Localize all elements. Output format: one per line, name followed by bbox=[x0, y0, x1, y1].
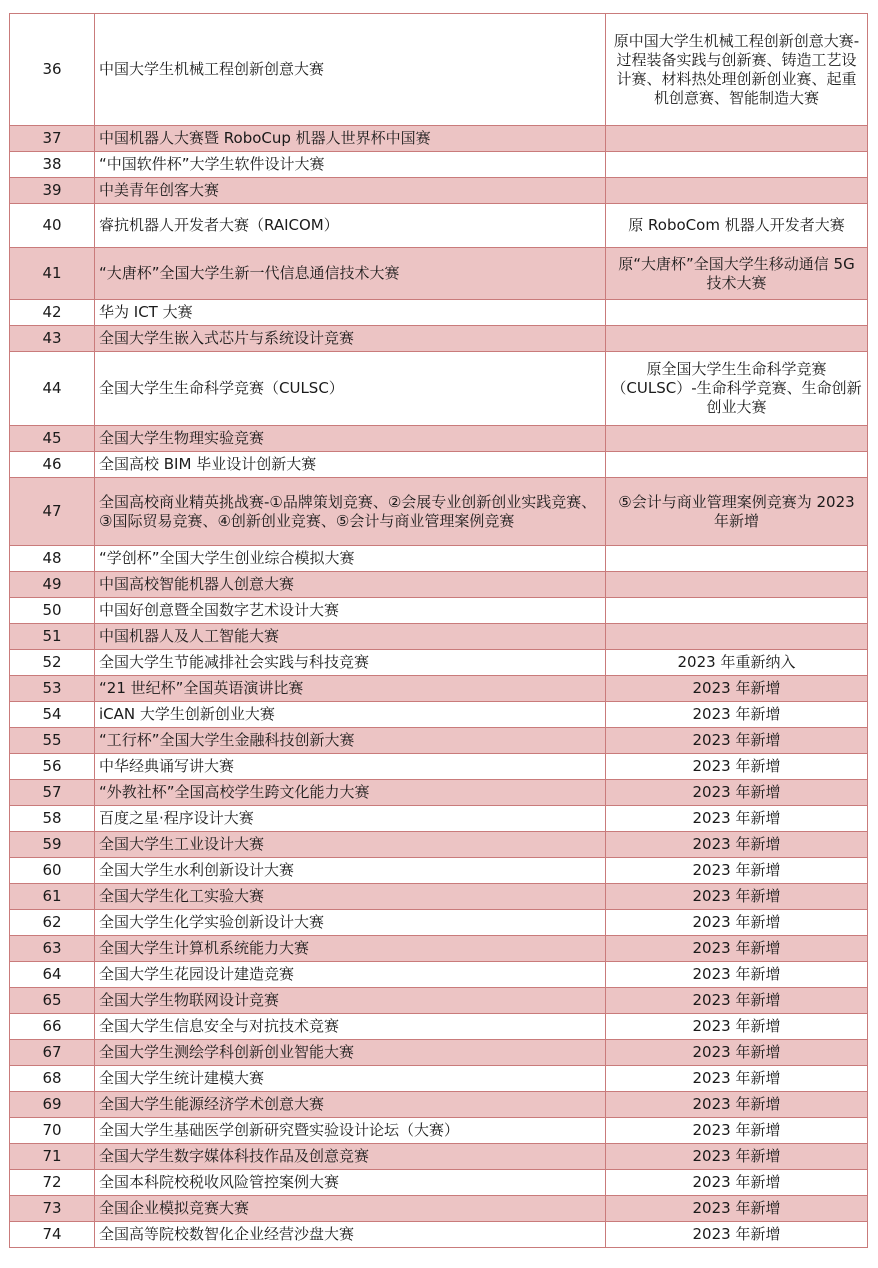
competition-note: 2023 年新增 bbox=[606, 728, 868, 754]
row-number: 49 bbox=[10, 572, 95, 598]
table-row bbox=[10, 352, 868, 426]
row-number: 52 bbox=[10, 650, 95, 676]
table-row bbox=[10, 14, 868, 126]
row-number: 41 bbox=[10, 248, 95, 300]
competition-name: 全国大学生嵌入式芯片与系统设计竞赛 bbox=[95, 326, 606, 352]
competition-note: 原 RoboCom 机器人开发者大赛 bbox=[606, 204, 868, 248]
table-row bbox=[10, 598, 868, 624]
competition-name: 全国大学生物理实验竞赛 bbox=[95, 426, 606, 452]
competition-note: ⑤会计与商业管理案例竞赛为 2023 年新增 bbox=[606, 478, 868, 546]
row-number: 72 bbox=[10, 1170, 95, 1196]
table-row bbox=[10, 988, 868, 1014]
table-row bbox=[10, 650, 868, 676]
competition-name: 全国大学生能源经济学术创意大赛 bbox=[95, 1092, 606, 1118]
row-number: 48 bbox=[10, 546, 95, 572]
table-row bbox=[10, 572, 868, 598]
competition-name: 睿抗机器人开发者大赛（RAICOM） bbox=[95, 204, 606, 248]
table-row bbox=[10, 832, 868, 858]
competition-name: 全国高校 BIM 毕业设计创新大赛 bbox=[95, 452, 606, 478]
table-row bbox=[10, 1092, 868, 1118]
competition-name: 全国大学生生命科学竞赛（CULSC） bbox=[95, 352, 606, 426]
competition-note: 2023 年新增 bbox=[606, 1118, 868, 1144]
table-row bbox=[10, 1196, 868, 1222]
row-number: 74 bbox=[10, 1222, 95, 1248]
competition-name: 中国机器人大赛暨 RoboCup 机器人世界杯中国赛 bbox=[95, 126, 606, 152]
competition-name: 全国大学生计算机系统能力大赛 bbox=[95, 936, 606, 962]
table-row bbox=[10, 1118, 868, 1144]
competition-note: 2023 年新增 bbox=[606, 1144, 868, 1170]
row-number: 56 bbox=[10, 754, 95, 780]
table-row bbox=[10, 1066, 868, 1092]
table-row bbox=[10, 910, 868, 936]
competition-name: 全国大学生化工实验大赛 bbox=[95, 884, 606, 910]
row-number: 59 bbox=[10, 832, 95, 858]
row-number: 57 bbox=[10, 780, 95, 806]
table-row bbox=[10, 1170, 868, 1196]
competition-note bbox=[606, 126, 868, 152]
competition-note: 2023 年新增 bbox=[606, 962, 868, 988]
competition-name: 全国大学生化学实验创新设计大赛 bbox=[95, 910, 606, 936]
competition-note: 2023 年新增 bbox=[606, 1196, 868, 1222]
competition-name: 全国高等院校数智化企业经营沙盘大赛 bbox=[95, 1222, 606, 1248]
competition-note bbox=[606, 152, 868, 178]
competition-table-body bbox=[10, 14, 868, 1248]
competition-name: 中美青年创客大赛 bbox=[95, 178, 606, 204]
competition-note bbox=[606, 326, 868, 352]
table-row bbox=[10, 426, 868, 452]
table-row bbox=[10, 452, 868, 478]
table-row bbox=[10, 1040, 868, 1066]
competition-note: 2023 年新增 bbox=[606, 1066, 868, 1092]
competition-name: 全国大学生基础医学创新研究暨实验设计论坛（大赛） bbox=[95, 1118, 606, 1144]
row-number: 70 bbox=[10, 1118, 95, 1144]
table-row bbox=[10, 248, 868, 300]
competition-name: iCAN 大学生创新创业大赛 bbox=[95, 702, 606, 728]
row-number: 45 bbox=[10, 426, 95, 452]
table-row bbox=[10, 676, 868, 702]
table-row bbox=[10, 326, 868, 352]
competition-name: “外教社杯”全国高校学生跨文化能力大赛 bbox=[95, 780, 606, 806]
row-number: 50 bbox=[10, 598, 95, 624]
row-number: 39 bbox=[10, 178, 95, 204]
competition-name: 全国大学生花园设计建造竞赛 bbox=[95, 962, 606, 988]
row-number: 43 bbox=[10, 326, 95, 352]
competition-name: 全国大学生数字媒体科技作品及创意竞赛 bbox=[95, 1144, 606, 1170]
row-number: 61 bbox=[10, 884, 95, 910]
competition-note: 2023 年新增 bbox=[606, 1170, 868, 1196]
competition-name: 全国高校商业精英挑战赛-①品牌策划竞赛、②会展专业创新创业实践竞赛、③国际贸易竞赛、④创新创业竞赛、⑤会计与商业管理案例竞赛 bbox=[95, 478, 606, 546]
competition-note: 2023 年新增 bbox=[606, 1014, 868, 1040]
table-row bbox=[10, 806, 868, 832]
row-number: 40 bbox=[10, 204, 95, 248]
competition-name: 全国大学生节能减排社会实践与科技竞赛 bbox=[95, 650, 606, 676]
competition-note bbox=[606, 572, 868, 598]
row-number: 71 bbox=[10, 1144, 95, 1170]
competition-note: 2023 年新增 bbox=[606, 676, 868, 702]
table-row bbox=[10, 178, 868, 204]
competition-name: “中国软件杯”大学生软件设计大赛 bbox=[95, 152, 606, 178]
competition-note: 2023 年新增 bbox=[606, 884, 868, 910]
table-row bbox=[10, 300, 868, 326]
row-number: 64 bbox=[10, 962, 95, 988]
competition-note: 原中国大学生机械工程创新创意大赛-过程装备实践与创新赛、铸造工艺设计赛、材料热处理创新创业赛、起重机创意赛、智能制造大赛 bbox=[606, 14, 868, 126]
competition-note: 2023 年新增 bbox=[606, 910, 868, 936]
row-number: 63 bbox=[10, 936, 95, 962]
competition-name: 全国大学生物联网设计竞赛 bbox=[95, 988, 606, 1014]
competition-note bbox=[606, 598, 868, 624]
row-number: 44 bbox=[10, 352, 95, 426]
row-number: 66 bbox=[10, 1014, 95, 1040]
competition-name: 华为 ICT 大赛 bbox=[95, 300, 606, 326]
competition-note bbox=[606, 452, 868, 478]
table-row bbox=[10, 126, 868, 152]
row-number: 60 bbox=[10, 858, 95, 884]
table-row bbox=[10, 884, 868, 910]
competition-name: 全国大学生测绘学科创新创业智能大赛 bbox=[95, 1040, 606, 1066]
competition-note: 原全国大学生生命科学竞赛（CULSC）-生命科学竞赛、生命创新创业大赛 bbox=[606, 352, 868, 426]
competition-name: “工行杯”全国大学生金融科技创新大赛 bbox=[95, 728, 606, 754]
table-row bbox=[10, 1014, 868, 1040]
row-number: 69 bbox=[10, 1092, 95, 1118]
row-number: 37 bbox=[10, 126, 95, 152]
competition-note: 2023 年新增 bbox=[606, 832, 868, 858]
row-number: 36 bbox=[10, 14, 95, 126]
row-number: 47 bbox=[10, 478, 95, 546]
row-number: 62 bbox=[10, 910, 95, 936]
row-number: 42 bbox=[10, 300, 95, 326]
table-row bbox=[10, 204, 868, 248]
competition-name: 中华经典诵写讲大赛 bbox=[95, 754, 606, 780]
competition-note: 原“大唐杯”全国大学生移动通信 5G 技术大赛 bbox=[606, 248, 868, 300]
row-number: 51 bbox=[10, 624, 95, 650]
row-number: 53 bbox=[10, 676, 95, 702]
competition-table-container bbox=[9, 13, 868, 1248]
row-number: 54 bbox=[10, 702, 95, 728]
table-row bbox=[10, 962, 868, 988]
competition-name: 全国企业模拟竞赛大赛 bbox=[95, 1196, 606, 1222]
competition-note: 2023 年新增 bbox=[606, 858, 868, 884]
competition-note: 2023 年新增 bbox=[606, 1040, 868, 1066]
competition-note bbox=[606, 178, 868, 204]
row-number: 65 bbox=[10, 988, 95, 1014]
table-row bbox=[10, 152, 868, 178]
table-row bbox=[10, 936, 868, 962]
competition-name: 全国大学生统计建模大赛 bbox=[95, 1066, 606, 1092]
competition-note: 2023 年新增 bbox=[606, 702, 868, 728]
competition-note: 2023 年新增 bbox=[606, 988, 868, 1014]
table-row bbox=[10, 702, 868, 728]
row-number: 46 bbox=[10, 452, 95, 478]
row-number: 58 bbox=[10, 806, 95, 832]
competition-name: 中国高校智能机器人创意大赛 bbox=[95, 572, 606, 598]
table-row bbox=[10, 624, 868, 650]
table-row bbox=[10, 1144, 868, 1170]
competition-name: 中国好创意暨全国数字艺术设计大赛 bbox=[95, 598, 606, 624]
competition-name: 全国本科院校税收风险管控案例大赛 bbox=[95, 1170, 606, 1196]
competition-name: 百度之星·程序设计大赛 bbox=[95, 806, 606, 832]
table-row bbox=[10, 858, 868, 884]
competition-note: 2023 年新增 bbox=[606, 936, 868, 962]
competition-note: 2023 年新增 bbox=[606, 1092, 868, 1118]
competition-name: “学创杯”全国大学生创业综合模拟大赛 bbox=[95, 546, 606, 572]
table-row bbox=[10, 780, 868, 806]
competition-note: 2023 年新增 bbox=[606, 1222, 868, 1248]
table-row bbox=[10, 728, 868, 754]
table-row bbox=[10, 1222, 868, 1248]
competition-note bbox=[606, 546, 868, 572]
competition-note bbox=[606, 426, 868, 452]
competition-name: 中国大学生机械工程创新创意大赛 bbox=[95, 14, 606, 126]
row-number: 38 bbox=[10, 152, 95, 178]
competition-name: 全国大学生工业设计大赛 bbox=[95, 832, 606, 858]
row-number: 68 bbox=[10, 1066, 95, 1092]
row-number: 73 bbox=[10, 1196, 95, 1222]
competition-note bbox=[606, 624, 868, 650]
competition-name: 中国机器人及人工智能大赛 bbox=[95, 624, 606, 650]
competition-table bbox=[9, 13, 868, 1248]
competition-note bbox=[606, 300, 868, 326]
table-row bbox=[10, 478, 868, 546]
row-number: 67 bbox=[10, 1040, 95, 1066]
competition-name: “大唐杯”全国大学生新一代信息通信技术大赛 bbox=[95, 248, 606, 300]
table-row bbox=[10, 546, 868, 572]
table-row bbox=[10, 754, 868, 780]
competition-name: 全国大学生信息安全与对抗技术竞赛 bbox=[95, 1014, 606, 1040]
competition-name: 全国大学生水利创新设计大赛 bbox=[95, 858, 606, 884]
competition-note: 2023 年新增 bbox=[606, 806, 868, 832]
competition-note: 2023 年重新纳入 bbox=[606, 650, 868, 676]
row-number: 55 bbox=[10, 728, 95, 754]
competition-name: “21 世纪杯”全国英语演讲比赛 bbox=[95, 676, 606, 702]
competition-note: 2023 年新增 bbox=[606, 754, 868, 780]
competition-note: 2023 年新增 bbox=[606, 780, 868, 806]
